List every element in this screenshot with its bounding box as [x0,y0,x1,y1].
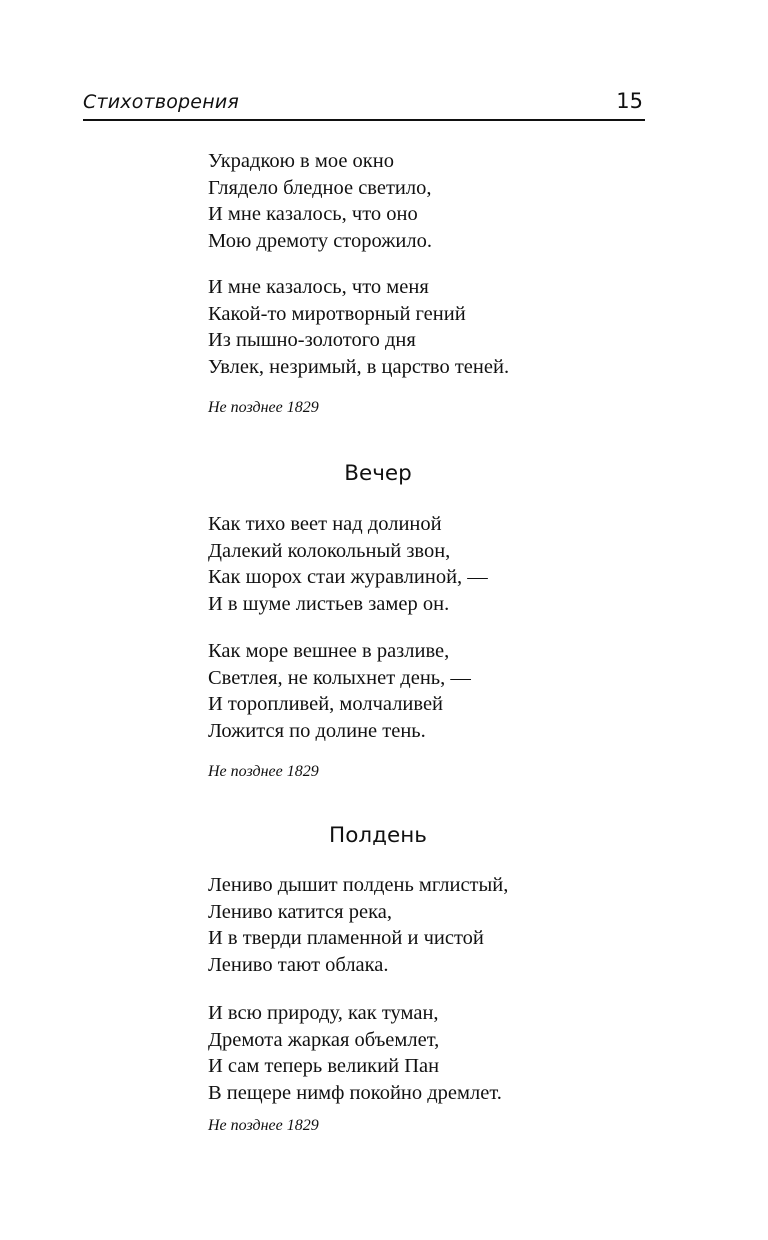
verse-line: Украдкою в мое окно [208,150,394,172]
poem-1-stanza-1 [208,148,432,254]
verse-line: В пещере нимф покойно дремлет. [208,1081,502,1104]
verse-line: Далекий колокольный звон, [208,539,451,562]
verse-line: Из пышно-золотого дня [208,329,416,351]
verse-line: Светлея, не колыхнет день, — [208,666,471,689]
page-header [83,89,645,121]
verse-line: Лениво дышит полдень мглистый, [208,874,509,896]
verse-line: И всю природу, как туман, [208,1002,439,1024]
poem-2-stanza-1 [208,511,488,617]
verse-line: Мою дремоту сторожило. [208,229,432,252]
verse-line: И сам теперь великий Пан [208,1055,440,1077]
verse-line: Какой-то миротворный гений [208,302,466,325]
verse-line: Как тихо веет над долиной [208,513,442,535]
poem-3-title-text: Полдень [329,823,427,848]
poem-3-stanza-1 [208,872,508,978]
verse-line: Лениво катится река, [208,900,392,923]
poem-2-date: Не позднее 1829 [208,763,319,780]
poem-2-title [0,461,768,486]
verse-line: Увлек, незримый, в царство теней. [208,355,510,378]
running-title: Стихотворения [83,91,239,113]
poem-2-stanza-2 [208,638,471,744]
verse-line: Дремота жаркая объемлет, [208,1028,440,1051]
poem-3-date: Не позднее 1829 [208,1117,319,1134]
verse-line: Глядело бледное светило, [208,176,432,199]
verse-line: И в тверди пламенной и чистой [208,927,484,949]
poem-1-stanza-2 [208,274,509,380]
verse-line: Как шорох стаи журавлиной, — [208,566,488,588]
poem-3-title [0,823,768,848]
poem-1-date: Не позднее 1829 [208,399,319,416]
verse-line: И торопливей, молчаливей [208,693,444,715]
verse-line: Ложится по долине тень. [208,719,426,742]
page-number: 15 [616,89,643,113]
poem-2-title-text: Вечер [344,461,412,486]
verse-line: И мне казалось, что меня [208,276,429,298]
verse-line: И в шуме листьев замер он. [208,592,450,615]
poem-3-stanza-2 [208,1000,502,1106]
verse-line: И мне казалось, что оно [208,203,418,225]
verse-line: Лениво тают облака. [208,953,389,976]
verse-line: Как море вешнее в разливе, [208,640,450,662]
